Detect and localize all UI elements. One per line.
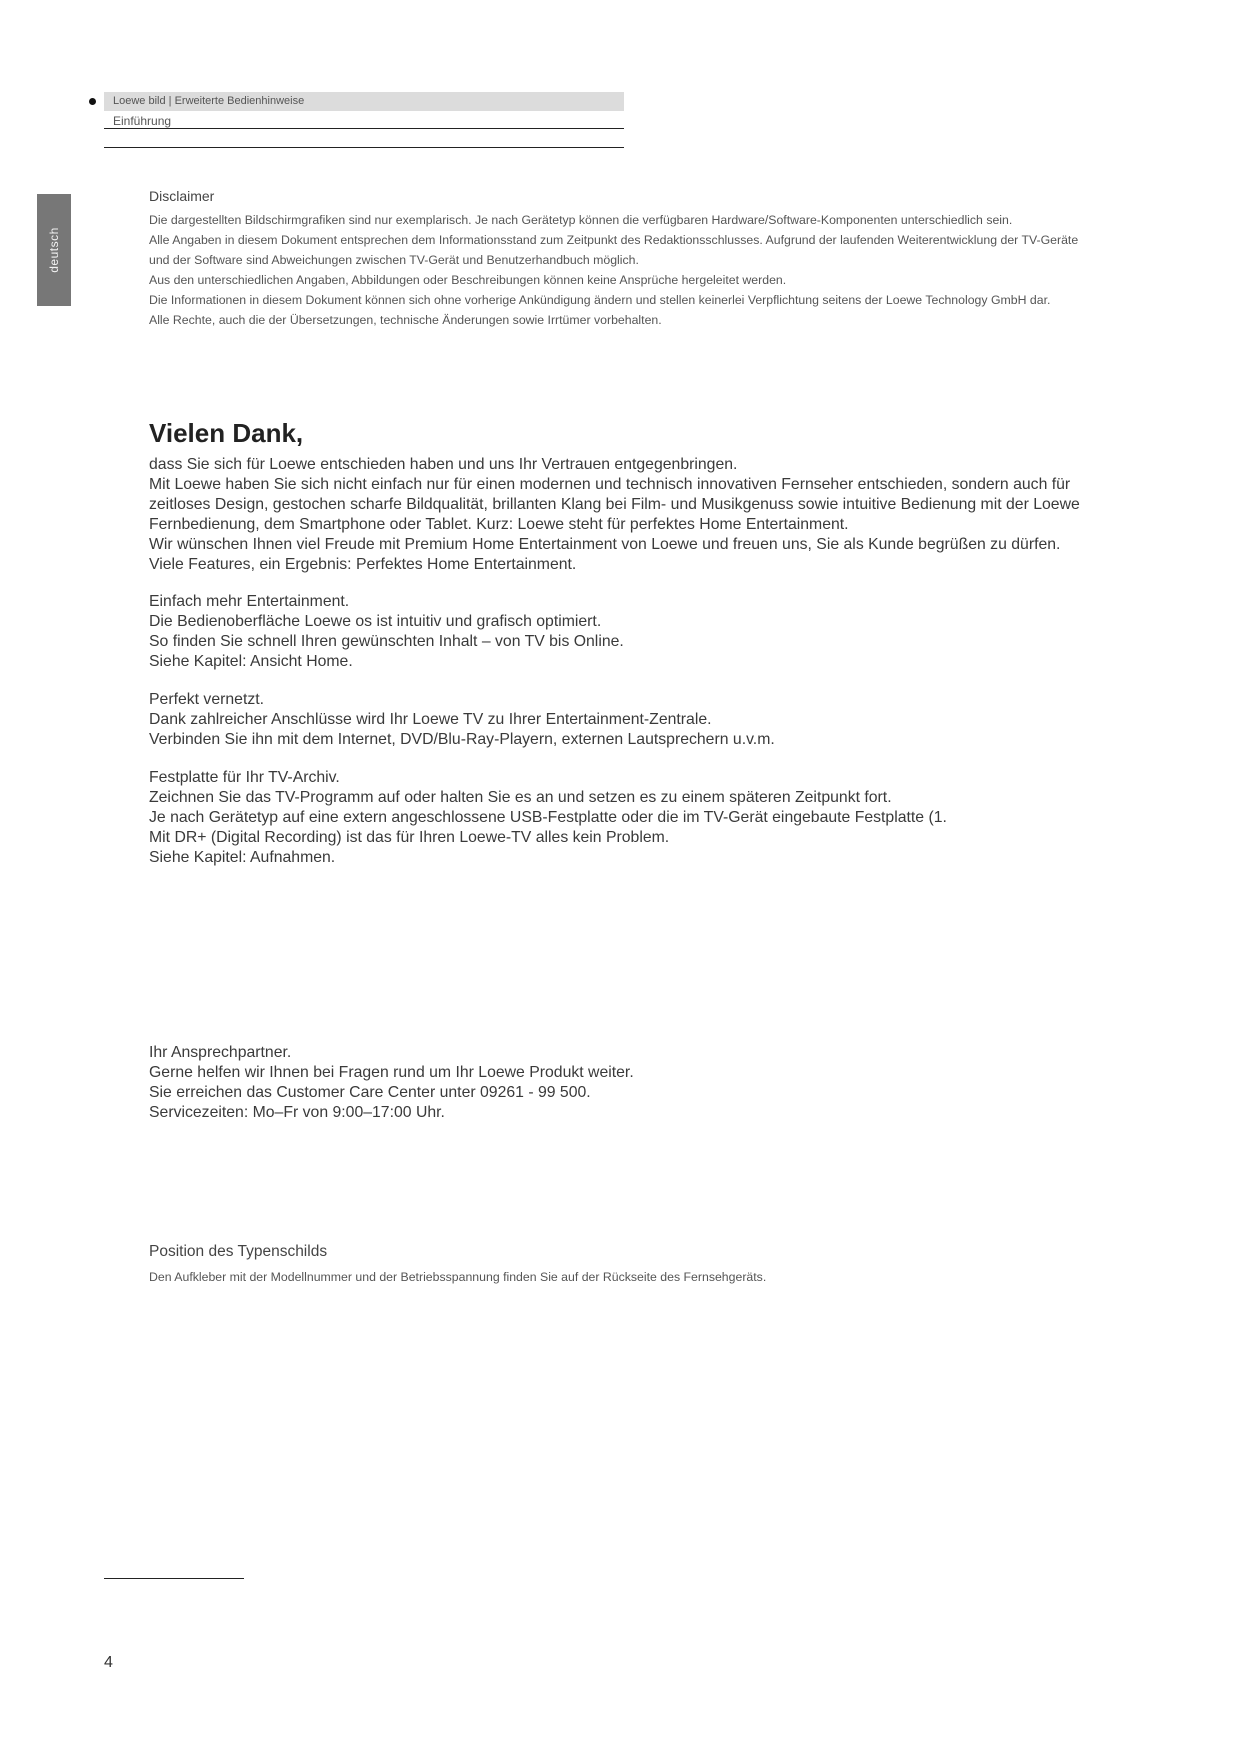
thanks-line: Viele Features, ein Ergebnis: Perfektes Home Entertainment.	[149, 556, 577, 573]
hard-disk-line: Zeichnen Sie das TV-Programm auf oder halten Sie es an und setzen es zu einem späteren Zeitpunkt fort.	[149, 789, 892, 806]
language-tab-label: deutsch	[47, 227, 61, 273]
document-title: Loewe bild | Erweiterte Bedienhinweise	[113, 95, 305, 107]
disclaimer-line: Aus den unterschiedlichen Angaben, Abbildungen oder Beschreibungen können keine Ansprüche hergeleitet werden.	[149, 273, 787, 287]
disclaimer-line: Die dargestellten Bildschirmgrafiken sind nur exemplarisch. Je nach Gerätetyp können die verfügbaren Hardware/Software-Komponenten unterschiedlich sein.	[149, 213, 1013, 227]
thanks-line: Wir wünschen Ihnen viel Freude mit Premium Home Entertainment von Loewe und freuen uns, Sie als Kunde begrüßen zu dürfen.	[149, 536, 1061, 553]
hard-disk-line: Siehe Kapitel: Aufnahmen.	[149, 849, 336, 866]
type-label-text: Den Aufkleber mit der Modellnummer und der Betriebsspannung finden Sie auf der Rückseite des Fernsehgeräts.	[149, 1270, 767, 1284]
header-divider-lower	[104, 147, 624, 148]
contact-line: Gerne helfen wir Ihnen bei Fragen rund um Ihr Loewe Produkt weiter.	[149, 1064, 634, 1081]
footnote-divider	[104, 1578, 244, 1579]
contact-line: Ihr Ansprechpartner.	[149, 1044, 292, 1061]
entertainment-section	[149, 592, 1099, 672]
contact-section	[149, 1043, 1099, 1123]
thanks-heading: Vielen Dank,	[149, 418, 304, 448]
network-line: Dank zahlreicher Anschlüsse wird Ihr Loewe TV zu Ihrer Entertainment-Zentrale.	[149, 711, 712, 728]
disclaimer-heading: Disclaimer	[149, 188, 215, 204]
type-label-section	[149, 1243, 1099, 1287]
thanks-line: Mit Loewe haben Sie sich nicht einfach nur für einen modernen und technisch innovativen Fernseher entschieden, sondern auch für zeitloses Design, gestochen scharfe Bildqualität, brillanten Klang bei Film- und Musikgenuss sowie intuitive Bedienung mit der Loewe Fernbedienung, dem Smartphone oder Tablet. Kurz: Loewe steht für perfektes Home Entertainment.	[149, 476, 1080, 533]
hard-disk-line: Mit DR+ (Digital Recording) ist das für Ihren Loewe-TV alles kein Problem.	[149, 829, 670, 846]
type-label-heading: Position des Typenschilds	[149, 1243, 328, 1260]
disclaimer-line: Alle Angaben in diesem Dokument entsprechen dem Informationsstand zum Zeitpunkt des Redaktionsschlusses. Aufgrund der laufenden Weiterentwicklung der TV-Geräte und der Software sind Abweichungen zwischen TV-Gerät und Benutzerhandbuch möglich.	[149, 233, 1079, 267]
header-divider	[104, 128, 624, 129]
page-number: 4	[104, 1654, 113, 1671]
entertainment-line: So finden Sie schnell Ihren gewünschten Inhalt – von TV bis Online.	[149, 633, 624, 650]
entertainment-line: Einfach mehr Entertainment.	[149, 593, 350, 610]
hard-disk-section	[149, 768, 1099, 868]
network-line: Verbinden Sie ihn mit dem Internet, DVD/Blu-Ray-Playern, externen Lautsprechern u.v.m.	[149, 731, 775, 748]
disclaimer-section	[149, 188, 1099, 330]
disclaimer-line: Alle Rechte, auch die der Übersetzungen, technische Änderungen sowie Irrtümer vorbehalten.	[149, 313, 662, 327]
hard-disk-line: Festplatte für Ihr TV-Archiv.	[149, 769, 340, 786]
network-line: Perfekt vernetzt.	[149, 691, 265, 708]
bullet-dot-icon	[89, 98, 96, 105]
network-section	[149, 690, 1099, 750]
contact-line: Sie erreichen das Customer Care Center unter 09261 - 99 500.	[149, 1084, 591, 1101]
thanks-section	[149, 455, 1099, 575]
section-title: Einführung	[113, 114, 172, 128]
thanks-line: dass Sie sich für Loewe entschieden haben und uns Ihr Vertrauen entgegenbringen.	[149, 456, 738, 473]
hard-disk-line: Je nach Gerätetyp auf eine extern angeschlossene USB-Festplatte oder die im TV-Gerät eingebaute Festplatte (1.	[149, 809, 947, 826]
entertainment-line: Die Bedienoberfläche Loewe os ist intuitiv und grafisch optimiert.	[149, 613, 602, 630]
contact-line: Servicezeiten: Mo–Fr von 9:00–17:00 Uhr.	[149, 1104, 445, 1121]
disclaimer-line: Die Informationen in diesem Dokument können sich ohne vorherige Ankündigung ändern und stellen keinerlei Verpflichtung seitens der Loewe Technology GmbH dar.	[149, 293, 1051, 307]
entertainment-line: Siehe Kapitel: Ansicht Home.	[149, 653, 353, 670]
